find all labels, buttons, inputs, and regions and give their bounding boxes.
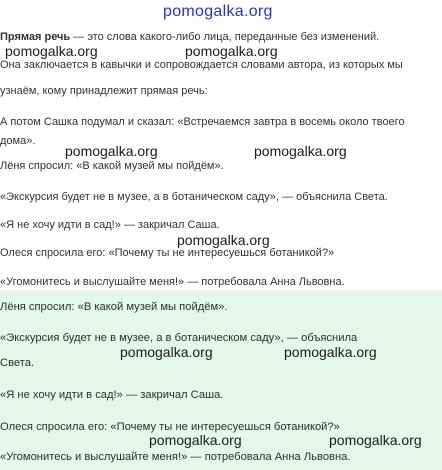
watermark: pomogalka.org — [65, 143, 158, 159]
header-watermark: pomogalka.org — [163, 3, 273, 20]
highlight-line: «Я не хочу идти в сад!» — закричал Саша. — [0, 389, 224, 401]
example-line: «Я не хочу идти в сад!» — закричал Саша. — [0, 219, 220, 231]
intro-line-2: Она заключается в кавычки и сопровождается словами автора, из которых мы — [0, 59, 403, 71]
intro-line-1: Прямая речь — это слова какого-либо лица, переданные без изменений. — [0, 31, 380, 43]
highlight-line: «Экскурсия будет не в музее, а в ботаническом саду», — объяснила — [0, 332, 358, 344]
watermark: pomogalka.org — [177, 232, 270, 248]
term-label: Прямая речь — [0, 31, 71, 43]
watermark: pomogalka.org — [254, 143, 347, 159]
watermark: pomogalka.org — [185, 43, 278, 59]
example-line: Олеся спросила его: «Почему ты не интересуешься ботаникой?» — [0, 247, 335, 259]
watermark: pomogalka.org — [284, 344, 377, 360]
watermark: pomogalka.org — [149, 432, 242, 448]
example-line: А потом Сашка подумал и сказал: «Встречаемся завтра в восемь около твоего — [0, 116, 405, 128]
highlight-line: Лёня спросил: «В какой музей мы пойдём». — [0, 301, 228, 313]
example-line: дома». — [0, 135, 36, 147]
watermark: pomogalka.org — [329, 432, 422, 448]
watermark: pomogalka.org — [120, 344, 213, 360]
highlight-line: «Угомонитесь и выслушайте меня!» — потребовала Анна Львовна. — [0, 451, 351, 463]
highlight-line: Олеся спросила его: «Почему ты не интересуешься ботаникой?» — [0, 421, 340, 433]
highlight-line: Света. — [0, 357, 35, 369]
example-line: Лёня спросил: «В какой музей мы пойдём». — [0, 160, 224, 172]
example-line: «Экскурсия будет не в музее, а в ботаническом саду», — объяснила Света. — [0, 191, 388, 203]
intro-line-3: узнаём, кому принадлежит прямая речь: — [0, 85, 208, 97]
watermark: pomogalka.org — [5, 43, 98, 59]
example-line: «Угомонитесь и выслушайте меня!» — потребовала Анна Львовна. — [0, 276, 345, 288]
